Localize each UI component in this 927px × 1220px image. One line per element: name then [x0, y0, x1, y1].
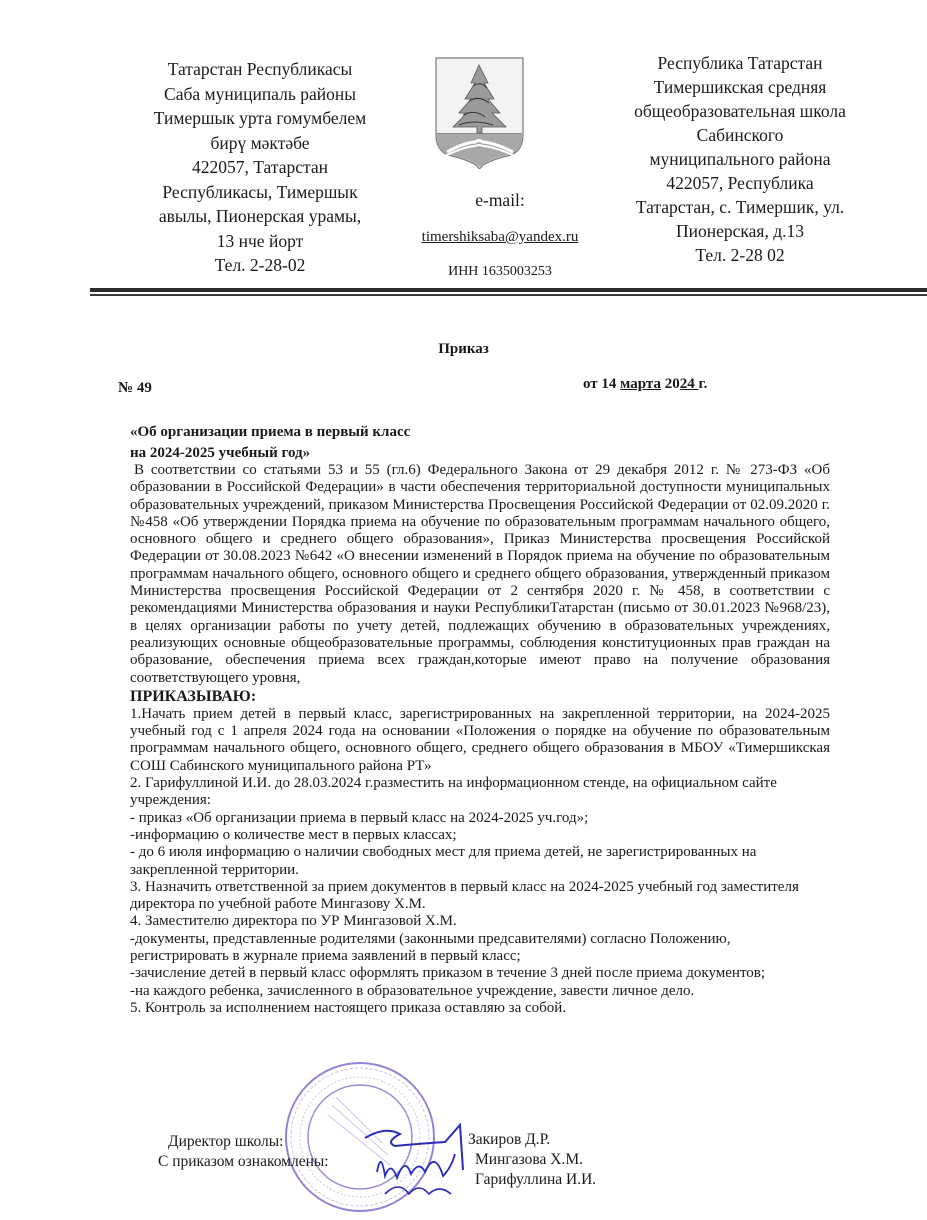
signer-name: Мингазова Х.М.: [475, 1151, 583, 1168]
header-left-line: Татарстан Республикасы: [167, 59, 353, 79]
signer-name: Гарифуллина И.И.: [475, 1171, 597, 1188]
header-left-line: бирү мәктәбе: [210, 132, 310, 153]
date-month: марта: [620, 376, 661, 392]
order-item: 5. Контроль за исполнением настоящего приказа оставляю за собой.: [130, 999, 567, 1016]
header-right-line: Республика Татарстан: [657, 53, 823, 73]
header-right-line: муниципального района: [649, 149, 831, 169]
header-left-line: авылы, Пионерская урамы,: [158, 206, 362, 226]
header-right-line: Тел. 2-28 02: [695, 245, 785, 265]
header-left-line: Саба муниципаль районы: [164, 83, 356, 104]
header-right-line: Татарстан, с. Тимершик, ул.: [635, 197, 845, 217]
header-right-block: [590, 51, 890, 267]
order-body: [130, 462, 830, 1017]
header-right-line: Пионерская, д.13: [676, 221, 804, 241]
order-item: - приказ «Об организации приема в первый класс на 2024-2025 уч.год»;: [130, 809, 589, 826]
order-item: 3. Назначить ответственной за прием документов в первый класс на 2024-2025 учебный год заместителя директора по учебной работе Мингазову Х.М.: [130, 878, 799, 913]
header-left-line: 422057, Татарстан: [192, 157, 328, 177]
order-item: -зачисление детей в первый класс оформлять приказом в течение 3 дней после приема документов;: [130, 965, 766, 982]
header-left-line: Тимершык урта гомумбелем: [153, 108, 367, 128]
header-right-line: Тимершикская средняя: [653, 77, 827, 97]
order-number: № 49: [118, 380, 152, 396]
order-item: - до 6 июля информацию о наличии свободных мест для приема детей, не зарегистрированных на закрепленной территории.: [130, 844, 757, 878]
date-year-prefix: 20: [660, 376, 680, 392]
preamble-paragraph: В соответствии со статьями 53 и 55 (гл.6) Федерального Закона от 29 декабря 2012 г. № 273-ФЗ «Об образовании в Российской Федерации» в части обеспечения территориальной доступности муниципальных образовательных учреждений, приказом Министерства Просвещения Российской Федерации от 02.09.2020 г. №458 «Об утверждении Порядка приема на обучение по образовательным программам начального общего, основного общего и среднего общего образования», Приказ Министерства просвещения Российской Федерации от 30.08.2023 №642 «О внесении изменений в Порядок приема на обучение по образовательным программам начального общего, основного общего и среднего общего образования, утвержденный приказом Министерства просвещения Российской Федерации от 2 сентября 2020 г. № 458, в соответствии с рекомендациями Министерства образования и науки РеспубликиТатарстан (письмо от 30.01.2023 №968/23), в целях организации работы по учету детей, подлежащих обучению в образовательных учреждениях, реализующих основные общеобразовательные программы, соблюдения конституционных прав граждан на образование, обеспечения приема всех граждан,которые имеют право на получение образования соответствующего уровня,: [130, 462, 830, 686]
acquainted-label: С приказом ознакомлены:: [158, 1153, 329, 1170]
date-g: г.: [698, 376, 708, 392]
subject-line: на 2024-2025 учебный год»: [130, 445, 311, 461]
email-link[interactable]: timershiksaba@yandex.ru: [421, 229, 579, 245]
order-item: 2. Гарифуллиной И.И. до 28.03.2024 г.разместить на информационном стенде, на официальном сайте учреждения:: [130, 775, 777, 809]
header-left-line: Республикасы, Тимершык: [162, 181, 358, 202]
header-divider-thin: [90, 294, 927, 296]
order-subject: [130, 422, 410, 464]
header-divider-thick: [90, 288, 927, 292]
order-item: 1.Начать прием детей в первый класс, зарегистрированных на закрепленной территории, на 2024-2025 учебный год с 1 апреля 2024 года на основании «Положения о порядке на обучение по образовательным программам начального общего, основного общего, среднего общего образования в МБОУ «Тимершикская СОШ Сабинского муниципального района РТ»: [130, 705, 830, 774]
fir-tree-coat-of-arms-icon: [433, 55, 526, 169]
handwritten-signature-icon: [355, 1120, 475, 1200]
header-right-line: общеобразовательная школа: [634, 101, 846, 121]
decree-heading: ПРИКАЗЫВАЮ:: [130, 687, 257, 705]
header-left-line: 13 нче йорт: [216, 230, 304, 251]
header-right-line: Сабинского: [696, 125, 784, 145]
order-item: -информацию о количестве мест в первых классах;: [130, 826, 457, 843]
order-item: 4. Заместителю директора по УР Мингазовой Х.М.: [130, 913, 457, 930]
header-left-line: Тел. 2-28-02: [214, 255, 306, 275]
signer-name: Закиров Д.Р.: [468, 1131, 551, 1148]
order-date: [583, 376, 707, 393]
order-item: -на каждого ребенка, зачисленного в образовательное учреждение, завести личное дело.: [130, 982, 695, 999]
header-right-line: 422057, Республика: [666, 173, 814, 193]
order-title: Приказ: [438, 341, 489, 357]
director-label: Директор школы:: [168, 1133, 284, 1150]
header-left-block: [110, 57, 410, 278]
order-item: -документы, представленные родителями (законными предсавителями) согласно Положению, регистрировать в журнале приема заявлений в первый класс;: [130, 930, 731, 965]
date-day: от 14: [583, 376, 621, 392]
subject-line: «Об организации приема в первый класс: [130, 424, 411, 440]
inn-number: ИНН 1635003253: [448, 264, 552, 279]
date-year-suffix: 24: [679, 376, 699, 392]
email-label: e-mail:: [475, 190, 525, 210]
